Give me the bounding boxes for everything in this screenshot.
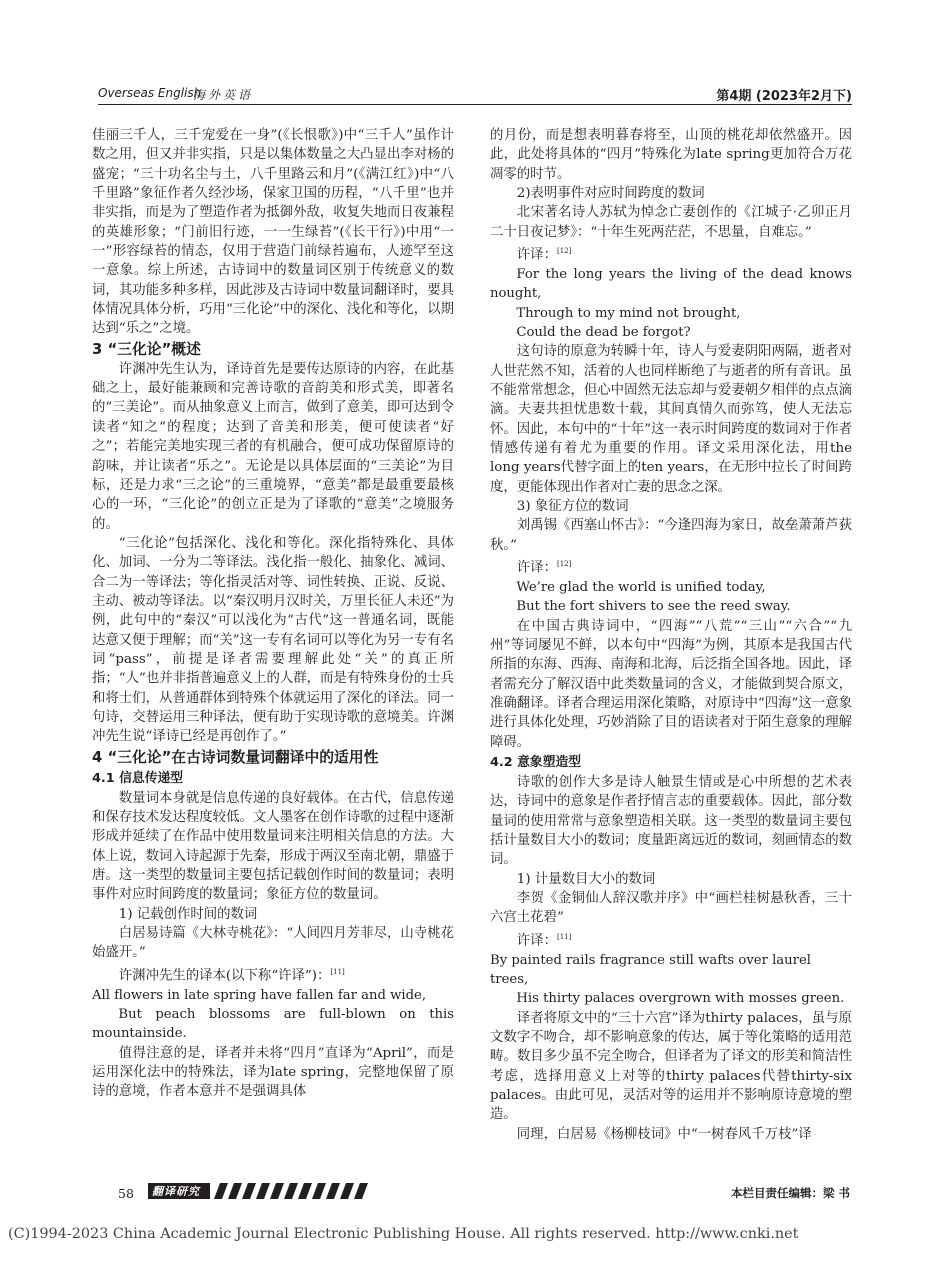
english-verse-line: But peach blossoms are full-blown on this mountainside. (92, 1006, 454, 1042)
paragraph: 佳丽三千人，三千宠爱在一身”(《长恨歌》)中“三千人”虽作计数之用，但又并非实指，只是以集体数量之大凸显出李对杨的盛宠；“三十功名尘与土，八千里路云和月”(《满江红》)中“八千里路”象征作者久经沙场，保家卫国的历程，“八千里”也并非实指，而是为了塑造作者为抵御外敌，收复失地而日夜兼程的英雄形象；“门前旧行迹，一一生绿苔”(《长干行》)中用“一一”形容绿苔的情态，仅用于营造门前绿苔遍布，人迹罕至这一意象。综上所述，古诗词中的数量词区别于传统意义的数词，其功能多种多样，因此涉及古诗词中数量词翻译时，要具体情况具体分析，巧用“三化论”中的深化、浅化和等化，以期达到“乐之”之境。 (92, 128, 454, 337)
paragraph: 白居易诗篇《大林寺桃花》：“人间四月芳菲尽，山寺桃花始盛开。” (92, 926, 454, 961)
section-heading: 4 “三化论”在古诗词数量词翻译中的适用性 (92, 748, 379, 766)
list-heading: 1) 记载创作时间的数词 (118, 906, 258, 922)
translation-label (490, 242, 852, 265)
translation-label-text: 许译： (516, 560, 557, 576)
section-bar (148, 1183, 373, 1199)
list-heading: 2)表明事件对应时间跨度的数词 (516, 186, 705, 202)
citation: [12] (556, 560, 572, 569)
english-verse-line: Could the dead be forgot? (516, 324, 691, 340)
translation-label-text: 许译： (516, 933, 557, 949)
section-label: 翻译研究 (152, 1185, 200, 1198)
translation-label-text: 许渊冲先生的译本(以下称“许译”)： (118, 968, 331, 984)
right-column (490, 126, 852, 1142)
paragraph: 刘禹锡《西塞山怀古》：“今逢四海为家日，故垒萧萧芦荻秋。” (490, 518, 852, 553)
copyright-notice: (C)1994-2023 China Academic Journal Electronic Publishing House. All rights reserved. http://www.cnki.net (8, 1226, 799, 1242)
paragraph: 在中国古典诗词中，“四海”“八荒”“三山”“六合”“九州”等词屡见不鲜，以本句中“四海”为例，其原本是我国古代所指的东海、西海、南海和北海，后泛指全国各地。因此，译者需充分了解汉语中此类数量词的含义，才能做到契合原文，准确翻译。译者合理运用深化策略，对原诗中“四海”这一意象进行具体化处理，巧妙消除了目的语读者对于陌生意象的理解障碍。 (490, 618, 852, 750)
page-footer (118, 1180, 850, 1206)
english-verse-line: His thirty palaces overgrown with mosses green. (516, 991, 845, 1007)
citation: [11] (330, 967, 345, 976)
journal-name: Overseas English (98, 86, 202, 100)
paragraph: 这句诗的原意为转瞬十年，诗人与爱妻阴阳两隔，逝者对人世茫然不知，活着的人也同样断绝了与逝者的所有音讯。虽不能常常想念，但心中固然无法忘却与爱妻朝夕相伴的点点滴滴。夫妻共担忧患数十载，其间真情久而弥笃，使人无法忘怀。因此，本句中的“十年”这一表示时间跨度的数词对于作者情感传递有着尤为重要的作用。译文采用深化法，用the long years代替字面上的ten years，在无形中拉长了时间跨度，更能体现出作者对亡妻的思念之深。 (490, 344, 852, 495)
journal-name-cn: 海外英语 (193, 88, 254, 102)
left-column (92, 126, 454, 1100)
english-verse-line: All flowers in late spring have fallen far and wide, (92, 987, 427, 1003)
body-columns (92, 126, 858, 1142)
citation: [12] (556, 247, 572, 256)
paragraph: 数量词本身就是信息传递的良好载体。在古代，信息传递和保存技术发达程度较低。文人墨客在创作诗歌的过程中逐渐形成并延续了在作品中使用数量词来注明相关信息的方法。大体上说，数词入诗起源于先秦，形成于两汉至南北朝，鼎盛于唐。这一类型的数量词主要包括记载创作时间的数量词；表明事件对应时间跨度的数量词；象征方位的数量词。 (92, 790, 454, 903)
paragraph: 同理，白居易《杨柳枝词》中“一树春风千万枝”译 (516, 1126, 812, 1142)
running-header (98, 84, 852, 105)
english-verse-line: For the long years the living of the dead knows nought, (490, 266, 852, 302)
paragraph: “三化论”包括深化、浅化和等化。深化指特殊化、具体化、加词、一分为二等译法。浅化指一般化、抽象化、减词、合二为一等译法；等化指灵活对等、词性转换、正说、反说、主动、被动等译法。以“秦汉明月汉时关，万里长征人未还”为例，此句中的“秦汉”可以浅化为“古代”这一普通名词，既能达意又便于理解；而“关”这一专有名词可以等化为另一专有名词“pass”，前提是译者需要理解此处“关”的真正所指；“人”也并非指普遍意义上的人群，而是有特殊身份的士兵和将士们，从普通群体到特殊个体就运用了深化的译法。同一句诗，交替运用三种译法，便有助于实现诗歌的意境美。许渊冲先生说“译诗已经是再创作了。” (92, 535, 454, 745)
english-verse-line: But the fort shivers to see the reed sway. (516, 599, 791, 615)
paragraph: 的月份，而是想表明暮春将至，山顶的桃花却依然盛开。因此，此处将具体的“四月”特殊化为late spring更加符合万花凋零的时节。 (490, 128, 852, 182)
english-verse-line: By painted rails fragrance still wafts over laurel trees, (490, 952, 811, 987)
paragraph: 值得注意的是，译者并未将“四月”直译为“April”，而是运用深化法中的特殊法，译为late spring，完整地保留了原诗的意境，作者本意并不是强调具体 (92, 1045, 454, 1100)
translation-label (490, 928, 852, 951)
english-verse-line: Through to my mind not brought, (516, 305, 741, 321)
subsection-heading: 4.2 意象塑造型 (490, 754, 582, 770)
issue-label: 第4期 (2023年2月下) (716, 89, 852, 104)
translation-label-text: 许译： (516, 247, 557, 263)
citation: [11] (556, 932, 572, 941)
list-heading: 1) 计量数目大小的数词 (516, 871, 656, 887)
paragraph: 李贺《金铜仙人辞汉歌并序》中“画栏桂树悬秋香，三十六宫土花碧” (490, 891, 852, 926)
paragraph: 许渊冲先生认为，译诗首先是要传达原诗的内容，在此基础之上，最好能兼顾和完善诗歌的音韵美和形式美，即著名的“三美论”。而从抽象意义上而言，做到了意美，即可达到令读者“知之”的程度；达到了音美和形美，便可使读者“好之”；若能完美地实现三者的有机融合，便可成功保留原诗的韵味，并让读者“乐之”。无论是以具体层面的“三美论”为目标，还是力求“三之论”的三重境界，“意美”都是最重要最核心的一环，“三化论”的创立正是为了译歌的“意美”之境服务的。 (92, 361, 454, 532)
translation-label (490, 555, 852, 578)
page-number: 58 (118, 1186, 134, 1201)
english-verse-line: We’re glad the world is unified today, (516, 579, 766, 595)
subsection-heading: 4.1 信息传递型 (92, 770, 184, 786)
list-heading: 3) 象征方位的数词 (516, 499, 629, 514)
paragraph: 诗歌的创作大多是诗人触景生情或是心中所想的艺术表达，诗词中的意象是作者抒情言志的重要载体。因此，部分数量词的使用常常与意象塑造相关联。这一类型的数量词主要包括计量数目大小的数词；度量距离远近的数词，刻画情态的数词。 (490, 774, 852, 868)
translation-label (92, 963, 454, 986)
paragraph: 译者将原文中的“三十六宫”译为thirty palaces，虽与原文数字不吻合，却不影响意象的传达，属于等化策略的适用范畴。数目多少虽不完全吻合，但译者为了译文的形美和简洁性考虑，选择用意义上对等的thirty palaces代替thirty-six palaces。由此可见，灵活对等的运用并不影响原诗意境的塑造。 (490, 1010, 852, 1123)
paragraph: 北宋著名诗人苏轼为悼念亡妻创作的《江城子·乙卯正月二十日夜记梦》：“十年生死两茫茫，不思量，自难忘。” (490, 205, 852, 240)
column-editor: 本栏目责任编辑：梁 书 (730, 1186, 850, 1200)
section-heading: 3 “三化论”概述 (92, 340, 201, 358)
